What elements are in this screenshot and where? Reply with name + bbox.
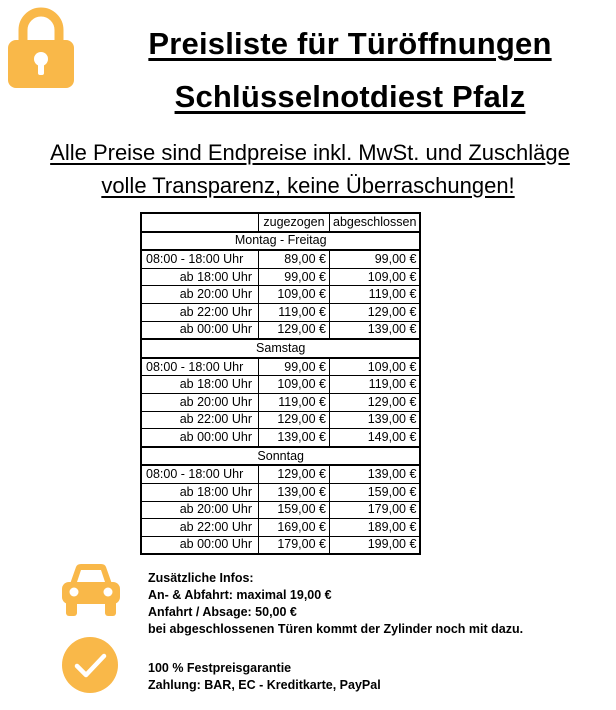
info-heading: Zusätzliche Infos: — [148, 571, 254, 585]
price-abgeschlossen-cell: 149,00 € — [330, 429, 421, 447]
price-zugezogen-cell: 109,00 € — [259, 376, 330, 394]
day-label: Sonntag — [141, 447, 420, 466]
price-zugezogen-cell: 139,00 € — [259, 483, 330, 501]
table-row — [141, 465, 420, 483]
time-cell: ab 20:00 Uhr — [141, 501, 259, 519]
table-row — [141, 303, 420, 321]
price-zugezogen-cell: 159,00 € — [259, 501, 330, 519]
price-abgeschlossen-cell: 179,00 € — [330, 501, 421, 519]
time-cell: 08:00 - 18:00 Uhr — [141, 358, 259, 376]
payment-methods: Zahlung: BAR, EC - Kreditkarte, PayPal — [148, 678, 381, 692]
time-cell: ab 20:00 Uhr — [141, 286, 259, 304]
time-cell: 08:00 - 18:00 Uhr — [141, 250, 259, 268]
price-zugezogen-cell: 119,00 € — [259, 393, 330, 411]
price-zugezogen-cell: 139,00 € — [259, 429, 330, 447]
day-section-row — [141, 447, 420, 466]
info-travel-cost: An- & Abfahrt: maximal 19,00 € — [148, 588, 332, 602]
table-row — [141, 286, 420, 304]
day-label: Samstag — [141, 339, 420, 358]
price-zugezogen-cell: 109,00 € — [259, 286, 330, 304]
time-cell: ab 22:00 Uhr — [141, 303, 259, 321]
table-row — [141, 501, 420, 519]
price-abgeschlossen-cell: 109,00 € — [330, 358, 421, 376]
subtitle-line-1: Alle Preise sind Endpreise inkl. MwSt. und Zuschläge — [50, 140, 570, 165]
price-abgeschlossen-cell: 189,00 € — [330, 519, 421, 537]
info-cylinder-note: bei abgeschlossenen Türen kommt der Zylinder noch mit dazu. — [148, 622, 524, 636]
guarantee-info — [148, 660, 381, 694]
price-zugezogen-cell: 179,00 € — [259, 536, 330, 554]
price-abgeschlossen-cell: 199,00 € — [330, 536, 421, 554]
table-row — [141, 358, 420, 376]
time-cell: ab 18:00 Uhr — [141, 483, 259, 501]
time-cell: ab 20:00 Uhr — [141, 393, 259, 411]
price-zugezogen-cell: 129,00 € — [259, 411, 330, 429]
table-row — [141, 321, 420, 339]
page-title: Preisliste für Türöffnungen — [148, 26, 552, 61]
price-abgeschlossen-cell: 119,00 € — [330, 286, 421, 304]
lock-icon — [6, 6, 76, 90]
price-zugezogen-cell: 119,00 € — [259, 303, 330, 321]
time-cell: ab 00:00 Uhr — [141, 536, 259, 554]
time-cell: 08:00 - 18:00 Uhr — [141, 465, 259, 483]
checkmark-icon — [60, 635, 120, 695]
fixed-price-guarantee: 100 % Festpreisgarantie — [148, 661, 292, 675]
price-zugezogen-cell: 169,00 € — [259, 519, 330, 537]
price-abgeschlossen-cell: 139,00 € — [330, 465, 421, 483]
company-name: Schlüsselnotdiest Pfalz — [174, 79, 526, 114]
table-row — [141, 393, 420, 411]
price-zugezogen-cell: 99,00 € — [259, 358, 330, 376]
price-abgeschlossen-cell: 129,00 € — [330, 303, 421, 321]
car-icon — [60, 560, 122, 618]
price-zugezogen-cell: 129,00 € — [259, 465, 330, 483]
price-abgeschlossen-cell: 159,00 € — [330, 483, 421, 501]
time-cell: ab 00:00 Uhr — [141, 429, 259, 447]
header-cell-abgeschlossen: abgeschlossen — [330, 213, 421, 232]
price-table — [140, 212, 421, 555]
table-row — [141, 250, 420, 268]
info-cancellation-fee: Anfahrt / Absage: 50,00 € — [148, 605, 297, 619]
table-row — [141, 483, 420, 501]
price-zugezogen-cell: 89,00 € — [259, 250, 330, 268]
day-section-row — [141, 232, 420, 251]
price-abgeschlossen-cell: 139,00 € — [330, 411, 421, 429]
price-abgeschlossen-cell: 129,00 € — [330, 393, 421, 411]
price-zugezogen-cell: 99,00 € — [259, 268, 330, 286]
price-abgeschlossen-cell: 109,00 € — [330, 268, 421, 286]
table-row — [141, 429, 420, 447]
table-row — [141, 268, 420, 286]
header-cell-zugezogen: zugezogen — [259, 213, 330, 232]
price-zugezogen-cell: 129,00 € — [259, 321, 330, 339]
time-cell: ab 22:00 Uhr — [141, 519, 259, 537]
price-abgeschlossen-cell: 99,00 € — [330, 250, 421, 268]
table-row — [141, 536, 420, 554]
time-cell: ab 18:00 Uhr — [141, 268, 259, 286]
day-label: Montag - Freitag — [141, 232, 420, 251]
additional-info — [148, 570, 523, 638]
table-row — [141, 376, 420, 394]
day-section-row — [141, 339, 420, 358]
table-row — [141, 411, 420, 429]
table-row — [141, 519, 420, 537]
subtitle-line-2: volle Transparenz, keine Überraschungen! — [101, 173, 515, 198]
table-header-row — [141, 213, 420, 232]
time-cell: ab 22:00 Uhr — [141, 411, 259, 429]
time-cell: ab 18:00 Uhr — [141, 376, 259, 394]
header-cell-empty — [141, 213, 259, 232]
price-abgeschlossen-cell: 139,00 € — [330, 321, 421, 339]
time-cell: ab 00:00 Uhr — [141, 321, 259, 339]
price-abgeschlossen-cell: 119,00 € — [330, 376, 421, 394]
